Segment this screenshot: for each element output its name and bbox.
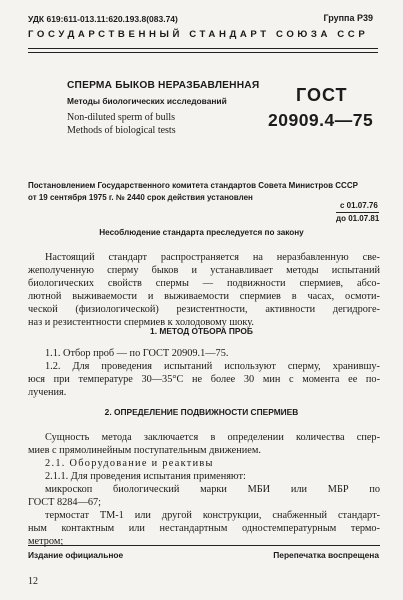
document-subtitle-ru: Методы биологических исследований [67,96,227,106]
equipment-microscope-line: микроскоп биологический марки МБИ или МБР по [45,484,380,495]
section-2-essence-line: Сущность метода заключается в определении количества спер- [45,432,380,443]
section-2-essence-line: миев с прямолинейным поступательным движением. [28,445,261,456]
footer-reprint-prohibited: Перепечатка воспрещена [273,550,379,560]
section-2-heading: 2. ОПРЕДЕЛЕНИЕ ПОДВИЖНОСТИ СПЕРМИЕВ [104,407,299,417]
group-code: Группа Р39 [323,13,373,23]
intro-line: Настоящий стандарт распространяется на неразбавленную све- [45,252,380,263]
equipment-microscope [28,483,380,509]
intro-line: жеполученную сперму быков и устанавливает методы испытаний [28,265,380,276]
equipment-thermostat-line: метром; [28,536,64,547]
intro-line: наз и резистентности спермиев к холодовому шоку. [28,317,254,328]
udk-code: УДК 619:611-013.11:620.193.8(083.74) [28,14,178,24]
equipment-thermostat [28,509,380,548]
clause-1-1: 1.1. Отбор проб — по ГОСТ 20909.1—75. [45,348,229,359]
equipment-microscope-line: ГОСТ 8284—67; [28,497,102,508]
page-number: 12 [28,576,38,587]
footer-rule [28,545,380,546]
clause-1-2-line: лучения. [28,387,67,398]
intro-line: ческой (физиологической) резистентности, активности дегидроге- [28,304,380,315]
document-title-ru: СПЕРМА БЫКОВ НЕРАЗБАВЛЕННАЯ [67,80,260,91]
legal-notice: Несоблюдение стандарта преследуется по закону [99,228,304,237]
decree-line-2: от 19 сентября 1975 г. № 2440 срок действия установлен [28,193,253,202]
decree-line-1: Постановлением Государственного комитета стандартов Совета Министров СССР [28,181,358,190]
clause-1-2-line: юся при температуре 30—35°С не более 30 мин с момента ее по- [28,374,380,385]
equipment-thermostat-line: ным контактным или нестандартным одностемпературным термо- [28,523,380,534]
section-1-heading: 1. МЕТОД ОТБОРА ПРОБ [150,326,253,336]
section-2-essence [28,431,380,457]
intro-line: лютной выживаемости и выживаемости спермиев в часах, осмоти- [28,291,380,302]
clause-1-2-line: 1.2. Для проведения испытаний используют сперму, хранившу- [45,361,380,372]
intro-paragraph [28,251,380,329]
header-rule-thick [28,48,378,49]
gost-label: ГОСТ [296,85,348,105]
effective-date-from: с 01.07.76 [340,201,378,210]
document-title-en: Non-diluted sperm of bulls [67,112,176,123]
standard-type-header: ГОСУДАРСТВЕННЫЙ СТАНДАРТ СОЮЗА ССР [28,29,369,40]
clause-1-2 [28,360,380,399]
footer-official-edition: Издание официальное [28,550,124,560]
document-subtitle-en: Methods of biological tests [67,125,176,136]
gost-number: 20909.4—75 [268,110,374,130]
header-rule-thin [28,52,378,53]
decree-text [28,180,380,204]
intro-line: биологических свойств спермы — подвижности спермиев, абсо- [28,278,380,289]
effective-date-to: до 01.07.81 [336,214,380,223]
clause-2-1-1: 2.1.1. Для проведения испытания применяют: [45,471,246,482]
clause-2-1: 2.1. Оборудование и реактивы [45,458,214,469]
equipment-thermostat-line: термостат ТМ-1 или другой конструкции, снабженный стандарт- [45,510,380,521]
